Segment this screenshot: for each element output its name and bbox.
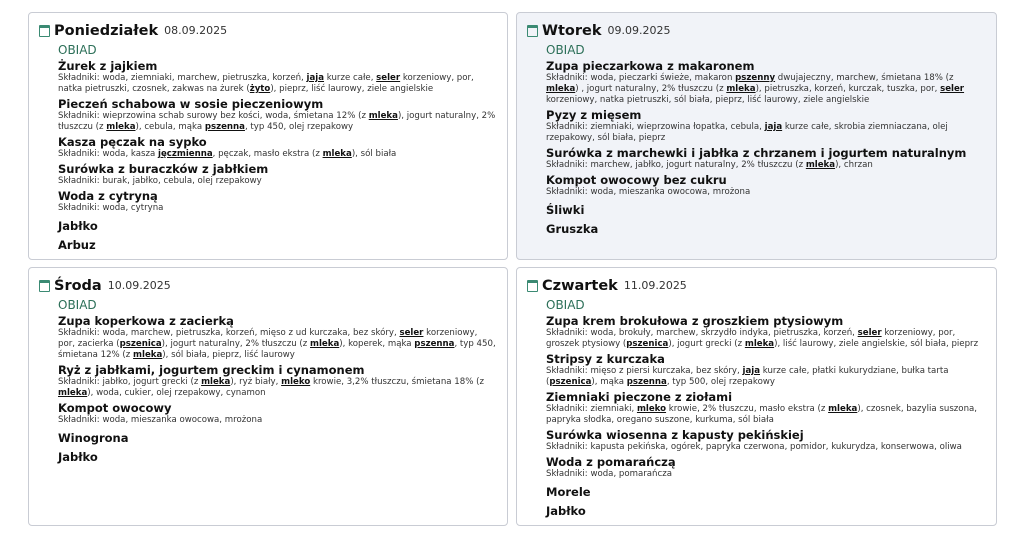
allergen-text: mleka bbox=[546, 84, 576, 94]
dish-name: Ziemniaki pieczone z ziołami bbox=[546, 390, 733, 404]
dish-ingredients: Składniki: marchew, jabłko, jogurt naturalny, 2% tłuszczu (z mleka), chrzan bbox=[546, 160, 873, 170]
allergen-text: mleko bbox=[281, 377, 311, 387]
dish-item bbox=[58, 450, 497, 464]
dish-item bbox=[58, 162, 497, 187]
dish-name: Żurek z jajkiem bbox=[58, 59, 158, 73]
day-name: Środa bbox=[54, 277, 102, 294]
allergen-text: mleka bbox=[368, 111, 398, 121]
ingredients-label: Składniki: bbox=[58, 73, 100, 83]
dish-item bbox=[546, 314, 986, 350]
day-header bbox=[39, 276, 497, 295]
meal-label: OBIAD bbox=[58, 298, 97, 312]
day-header bbox=[527, 276, 986, 295]
ingredients-label: Składniki: bbox=[58, 328, 100, 338]
dish-item bbox=[546, 352, 986, 388]
dish-name: Śliwki bbox=[546, 203, 585, 217]
ingredients-label: Składniki: bbox=[546, 160, 588, 170]
dish-item bbox=[58, 189, 497, 214]
allergen-text: mleka bbox=[201, 377, 231, 387]
calendar-icon bbox=[39, 280, 50, 292]
menu-body bbox=[39, 43, 497, 252]
allergen-text: mleka bbox=[310, 339, 340, 349]
dish-item bbox=[58, 59, 497, 95]
dish-ingredients: Składniki: ziemniaki, mleko krowie, 2% tłuszczu, masło ekstra (z mleka), czosnek, bazylia suszona, papryka słodka, oregano suszone, kurkuma, sól biała bbox=[546, 404, 978, 425]
allergen-text: mleka bbox=[828, 404, 858, 414]
dish-item bbox=[546, 173, 986, 198]
dish-ingredients: Składniki: mięso z piersi kurczaka, bez skóry, jaja kurze całe, płatki kukurydziane, bułka tarta (pszenica), mąka pszenna, typ 500, olej rzepakowy bbox=[546, 366, 949, 387]
dish-ingredients: Składniki: woda, pieczarki świeże, makaron pszenny dwujajeczny, marchew, śmietana 18% (z mleka) , jogurt naturalny, 2% tłuszczu (z mleka), pietruszka, korzeń, kurczak, tuszka, por, seler korzeniowy, natka pietruszki, sól biała, pieprz, liść laurowy, ziele angielskie bbox=[546, 73, 965, 105]
day-card-wednesday bbox=[28, 267, 508, 526]
dish-name: Surówka z marchewki i jabłka z chrzanem i jogurtem naturalnym bbox=[546, 146, 967, 160]
dish-item bbox=[546, 222, 986, 236]
allergen-text: mleka bbox=[805, 160, 836, 170]
dish-ingredients: Składniki: woda, ziemniaki, marchew, pietruszka, korzeń, jaja kurze całe, seler korzeniowy, por, natka pietruszki, czosnek, zakwas na żurek (żyto), pieprz, liść laurowy, ziele angielskie bbox=[58, 73, 474, 94]
dish-name: Kompot owocowy bez cukru bbox=[546, 173, 727, 187]
dish-name: Ryż z jabłkami, jogurtem greckim i cynamonem bbox=[58, 363, 365, 377]
calendar-icon bbox=[39, 25, 50, 37]
ingredients-label: Składniki: bbox=[546, 469, 588, 479]
allergen-text: jaja bbox=[306, 73, 325, 83]
allergen-text: jęczmienna bbox=[158, 149, 213, 159]
dish-item bbox=[546, 485, 986, 499]
allergen-text: seler bbox=[940, 84, 965, 94]
dish-name: Kompot owocowy bbox=[58, 401, 172, 415]
dish-name: Kasza pęczak na sypko bbox=[58, 135, 207, 149]
dish-item bbox=[58, 431, 497, 445]
day-date: 08.09.2025 bbox=[164, 24, 228, 37]
allergen-text: seler bbox=[399, 328, 424, 338]
menu-body bbox=[39, 298, 497, 464]
day-name: Poniedziałek bbox=[54, 22, 159, 39]
dish-item bbox=[546, 455, 986, 480]
dish-ingredients: Składniki: woda, cytryna bbox=[58, 203, 164, 213]
dish-item bbox=[546, 59, 986, 106]
ingredients-label: Składniki: bbox=[546, 404, 588, 414]
dish-ingredients: Składniki: woda, pomarańcza bbox=[546, 469, 673, 479]
ingredients-label: Składniki: bbox=[546, 328, 588, 338]
allergen-text: mleka bbox=[106, 122, 136, 132]
dish-item bbox=[58, 363, 497, 399]
day-name: Czwartek bbox=[542, 277, 618, 294]
dish-item bbox=[58, 314, 497, 361]
dish-item bbox=[546, 108, 986, 144]
ingredients-label: Składniki: bbox=[58, 111, 100, 121]
dish-item bbox=[58, 401, 497, 426]
dish-name: Zupa koperkowa z zacierką bbox=[58, 314, 234, 328]
day-card-monday bbox=[28, 12, 508, 260]
day-header bbox=[39, 21, 497, 40]
ingredients-label: Składniki: bbox=[546, 122, 588, 132]
allergen-text: pszenna bbox=[204, 122, 245, 132]
allergen-text: jaja bbox=[764, 122, 783, 132]
meal-label: OBIAD bbox=[546, 298, 585, 312]
ingredients-label: Składniki: bbox=[546, 73, 588, 83]
dish-item bbox=[546, 203, 986, 217]
allergen-text: mleka bbox=[744, 339, 775, 349]
day-date: 09.09.2025 bbox=[607, 24, 671, 37]
dish-name: Surówka z buraczków z jabłkiem bbox=[58, 162, 269, 176]
allergen-text: pszenica bbox=[626, 339, 669, 349]
dish-item bbox=[58, 97, 497, 133]
dish-name: Woda z pomarańczą bbox=[546, 455, 676, 469]
dish-name: Jabłko bbox=[58, 450, 98, 464]
allergen-text: mleka bbox=[726, 84, 756, 94]
dish-name: Pieczeń schabowa w sosie pieczeniowym bbox=[58, 97, 324, 111]
day-card-thursday bbox=[516, 267, 997, 526]
day-date: 11.09.2025 bbox=[623, 279, 687, 292]
dish-item bbox=[546, 504, 986, 518]
dish-item bbox=[546, 428, 986, 453]
ingredients-label: Składniki: bbox=[58, 149, 100, 159]
dish-name: Pyzy z mięsem bbox=[546, 108, 642, 122]
calendar-icon bbox=[527, 280, 538, 292]
dish-name: Winogrona bbox=[58, 431, 129, 445]
allergen-text: pszenna bbox=[626, 377, 667, 387]
day-header bbox=[527, 21, 986, 40]
dish-ingredients: Składniki: ziemniaki, wieprzowina łopatka, cebula, jaja kurze całe, skrobia ziemniaczana, olej rzepakowy, sól biała, pieprz bbox=[546, 122, 948, 143]
ingredients-label: Składniki: bbox=[546, 366, 588, 376]
day-date: 10.09.2025 bbox=[107, 279, 171, 292]
allergen-text: mleko bbox=[636, 404, 667, 414]
day-name: Wtorek bbox=[542, 22, 602, 39]
allergen-text: pszenny bbox=[735, 73, 776, 83]
dish-item bbox=[58, 238, 497, 252]
dish-name: Woda z cytryną bbox=[58, 189, 158, 203]
ingredients-label: Składniki: bbox=[58, 203, 100, 213]
menu-body bbox=[527, 43, 986, 236]
meal-label: OBIAD bbox=[58, 43, 97, 57]
dish-item bbox=[58, 219, 497, 233]
ingredients-label: Składniki: bbox=[58, 176, 100, 186]
dish-name: Stripsy z kurczaka bbox=[546, 352, 665, 366]
allergen-text: pszenna bbox=[414, 339, 455, 349]
ingredients-label: Składniki: bbox=[58, 377, 100, 387]
calendar-icon bbox=[527, 25, 538, 37]
dish-item bbox=[546, 146, 986, 171]
allergen-text: mleka bbox=[322, 149, 352, 159]
dish-name: Zupa pieczarkowa z makaronem bbox=[546, 59, 755, 73]
menu-body bbox=[527, 298, 986, 518]
meal-label: OBIAD bbox=[546, 43, 585, 57]
dish-name: Surówka wiosenna z kapusty pekińskiej bbox=[546, 428, 804, 442]
allergen-text: pszenica bbox=[119, 339, 162, 349]
dish-item bbox=[58, 135, 497, 160]
dish-name: Zupa krem brokułowa z groszkiem ptysiowym bbox=[546, 314, 844, 328]
allergen-text: jaja bbox=[742, 366, 760, 376]
dish-ingredients: Składniki: woda, marchew, pietruszka, korzeń, mięso z ud kurczaka, bez skóry, seler korzeniowy, por, zacierka (pszenica), jogurt naturalny, 2% tłuszczu (z mleka), koperek, mąka pszenna, typ 450, śmietana 12% (z mleka), sól biała, pieprz, liść laurowy bbox=[58, 328, 496, 360]
ingredients-label: Składniki: bbox=[546, 187, 588, 197]
dish-name: Jabłko bbox=[546, 504, 586, 518]
allergen-text: pszenica bbox=[549, 377, 592, 387]
dish-name: Gruszka bbox=[546, 222, 599, 236]
allergen-text: żyto bbox=[249, 84, 271, 94]
ingredients-label: Składniki: bbox=[58, 415, 100, 425]
day-card-tuesday bbox=[516, 12, 997, 260]
dish-ingredients: Składniki: kapusta pekińska, ogórek, papryka czerwona, pomidor, kukurydza, konserwowa, oliwa bbox=[546, 442, 962, 452]
dish-ingredients: Składniki: woda, mieszanka owocowa, mrożona bbox=[546, 187, 751, 197]
ingredients-label: Składniki: bbox=[546, 442, 588, 452]
dish-name: Morele bbox=[546, 485, 591, 499]
dish-ingredients: Składniki: woda, kasza jęczmienna, pęczak, masło ekstra (z mleka), sól biała bbox=[58, 149, 397, 159]
dish-name: Jabłko bbox=[58, 219, 98, 233]
dish-ingredients: Składniki: woda, mieszanka owocowa, mrożona bbox=[58, 415, 263, 425]
allergen-text: mleka bbox=[58, 388, 88, 398]
allergen-text: seler bbox=[376, 73, 401, 83]
allergen-text: mleka bbox=[133, 350, 163, 360]
dish-ingredients: Składniki: woda, brokuły, marchew, skrzydło indyka, pietruszka, korzeń, seler korzeniowy, por, groszek ptysiowy (pszenica), jogurt grecki (z mleka), liść laurowy, ziele angielskie, sól biała, pieprz bbox=[546, 328, 979, 349]
dish-ingredients: Składniki: jabłko, jogurt grecki (z mleka), ryż biały, mleko krowie, 3,2% tłuszczu, śmietana 18% (z mleka), woda, cukier, olej rzepakowy, cynamon bbox=[58, 377, 484, 398]
dish-ingredients: Składniki: burak, jabłko, cebula, olej rzepakowy bbox=[58, 176, 262, 186]
dish-name: Arbuz bbox=[58, 238, 96, 252]
allergen-text: seler bbox=[857, 328, 882, 338]
dish-ingredients: Składniki: wieprzowina schab surowy bez kości, woda, śmietana 12% (z mleka), jogurt naturalny, 2% tłuszczu (z mleka), cebula, mąka pszenna, typ 450, olej rzepakowy bbox=[58, 111, 496, 132]
dish-item bbox=[546, 390, 986, 426]
